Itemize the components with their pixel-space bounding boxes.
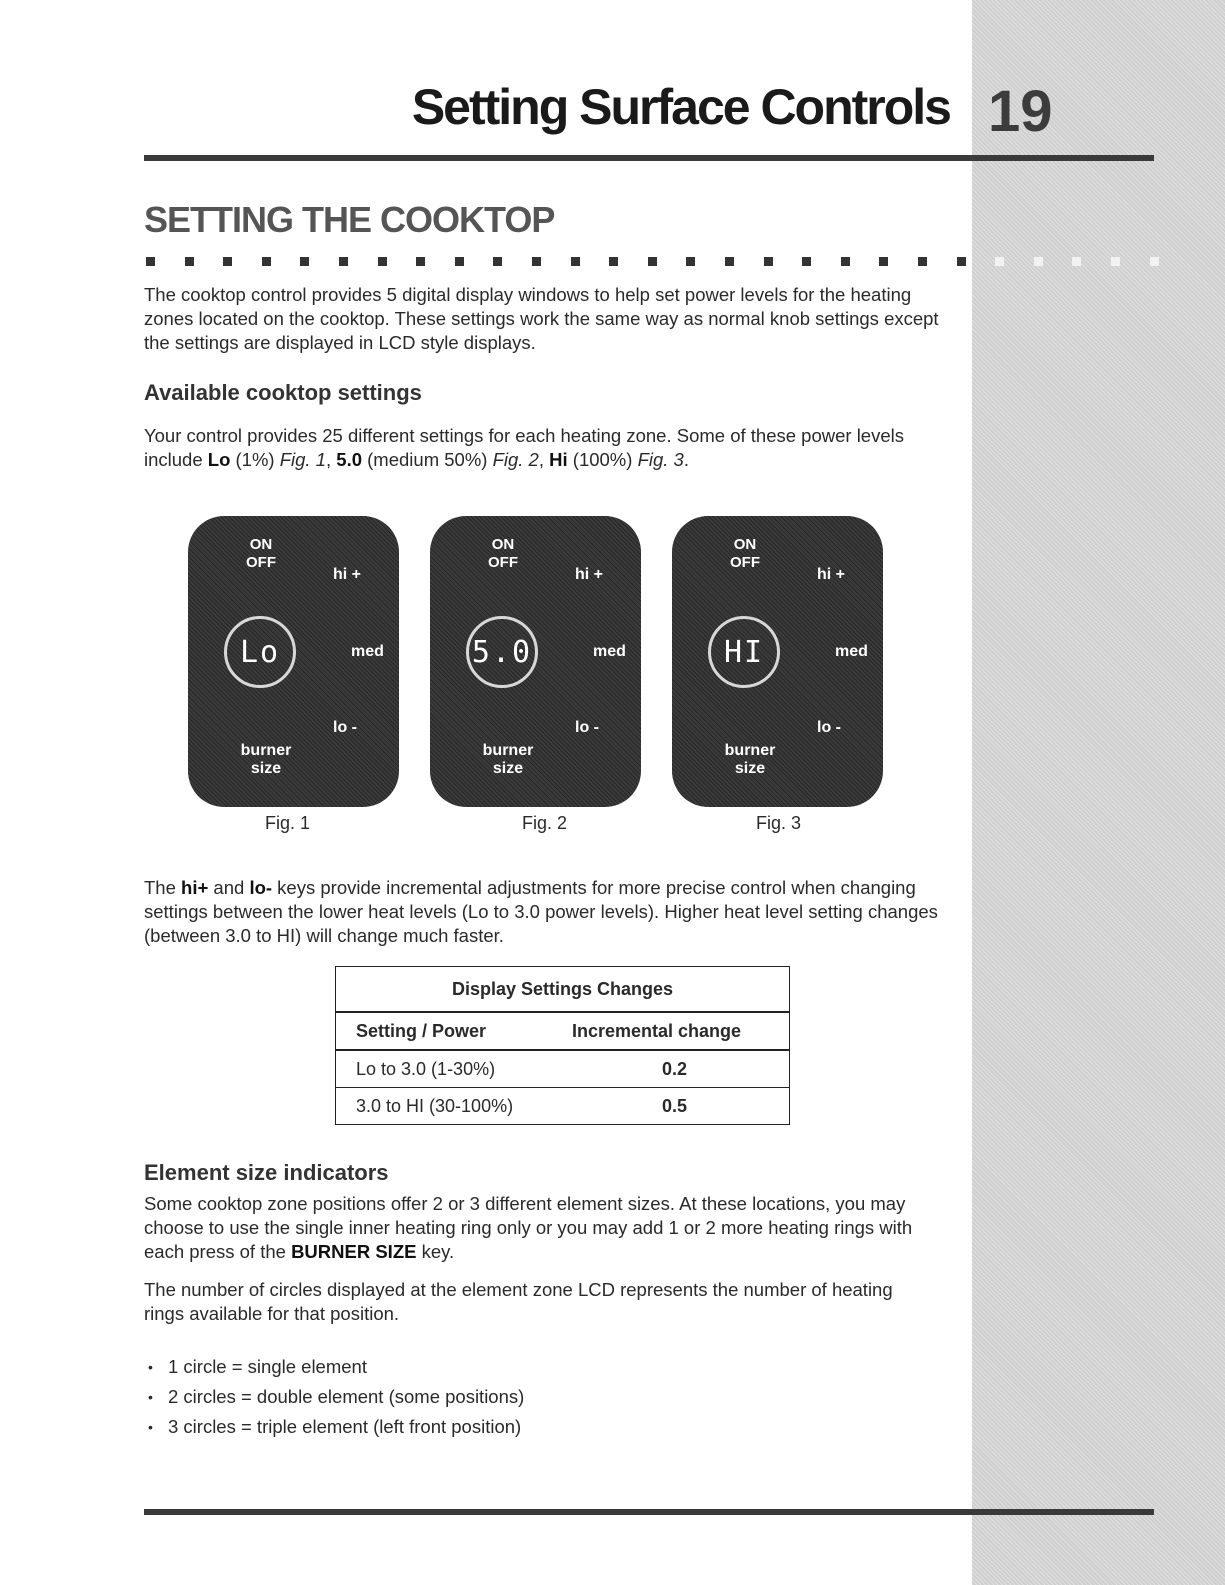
display-settings-table (335, 966, 790, 1125)
element-size-paragraph: Some cooktop zone positions offer 2 or 3 different element sizes. At these locations, you may choose to use the single inner heating ring only or you may add 1 or 2 more heating rings with each press of the BURNER SIZE key. (144, 1193, 913, 1262)
divider-dot (1034, 257, 1043, 266)
figure-caption: Fig. 3 (756, 813, 802, 833)
list-item: • 3 circles = triple element (left front position) (148, 1412, 524, 1442)
footer-rule (144, 1509, 1154, 1515)
lcd-display: Lo (224, 616, 296, 688)
control-panel-fig1 (188, 516, 399, 807)
med-key[interactable]: med (593, 643, 626, 660)
divider-dot (957, 257, 966, 266)
bullet-list (148, 1352, 524, 1442)
table-row (336, 1050, 790, 1088)
divider-dot (879, 257, 888, 266)
figure-caption: Fig. 1 (265, 813, 311, 833)
lo-minus-key[interactable]: lo - (575, 719, 599, 736)
divider-dot (802, 257, 811, 266)
list-item: • 1 circle = single element (148, 1352, 524, 1382)
hi-plus-key[interactable]: hi + (817, 566, 846, 583)
table-row (336, 1088, 790, 1125)
on-off-key[interactable]: ON OFF (246, 536, 276, 571)
available-settings-paragraph: Your control provides 25 different settings for each heating zone. Some of these power levels include Lo (1%) Fig. 1, 5.0 (medium 50%) Fig. 2, Hi (100%) Fig. 3. (144, 425, 904, 470)
page-number: 19 (988, 79, 1053, 144)
table-cell: 3.0 to HI (30-100%) (336, 1088, 560, 1125)
divider-dot (146, 257, 155, 266)
available-settings-heading: Available cooktop settings (144, 380, 422, 405)
divider-dot (571, 257, 580, 266)
hi-plus-key[interactable]: hi + (575, 566, 604, 583)
dotted-divider (146, 257, 1156, 269)
hi-plus-key[interactable]: hi + (333, 566, 362, 583)
divider-dot (339, 257, 348, 266)
divider-dot (1150, 257, 1159, 266)
divider-dot (725, 257, 734, 266)
element-size-heading: Element size indicators (144, 1160, 389, 1185)
table-header-row (336, 1012, 790, 1050)
divider-dot (841, 257, 850, 266)
column-header: Incremental change (560, 1012, 790, 1050)
intro-paragraph: The cooktop control provides 5 digital display windows to help set power levels for the heating zones located on the cooktop. These settings work the same way as normal knob settings except the settings are displayed in LCD style displays. (144, 284, 939, 353)
on-off-key[interactable]: ON OFF (488, 536, 518, 571)
table-cell: 0.2 (560, 1050, 790, 1088)
med-key[interactable]: med (835, 643, 868, 660)
divider-dot (455, 257, 464, 266)
divider-dot (300, 257, 309, 266)
divider-dot (918, 257, 927, 266)
divider-dot (416, 257, 425, 266)
divider-dot (1072, 257, 1081, 266)
section-title: SETTING THE COOKTOP (144, 199, 555, 240)
divider-dot (648, 257, 657, 266)
divider-dot (609, 257, 618, 266)
divider-dot (223, 257, 232, 266)
burner-size-key[interactable]: burner size (240, 742, 292, 777)
list-item: • 2 circles = double element (some positions) (148, 1382, 524, 1412)
table-cell: 0.5 (560, 1088, 790, 1125)
table-cell: Lo to 3.0 (1-30%) (336, 1050, 560, 1088)
control-panel-fig2 (430, 516, 641, 807)
column-header: Setting / Power (336, 1012, 560, 1050)
lcd-display: HI (708, 616, 780, 688)
burner-size-key[interactable]: burner size (482, 742, 534, 777)
header-rule (144, 155, 1154, 161)
page-title: Setting Surface Controls (411, 79, 950, 135)
divider-dot (995, 257, 1004, 266)
divider-dot (686, 257, 695, 266)
control-panel-fig3 (672, 516, 883, 807)
divider-dot (493, 257, 502, 266)
lo-minus-key[interactable]: lo - (817, 719, 841, 736)
divider-dot (1111, 257, 1120, 266)
divider-dot (532, 257, 541, 266)
divider-dot (185, 257, 194, 266)
divider-dot (262, 257, 271, 266)
lcd-display: 5.0 (466, 616, 538, 688)
figure-caption: Fig. 2 (522, 813, 568, 833)
lo-minus-key[interactable]: lo - (333, 719, 357, 736)
divider-dot (764, 257, 773, 266)
on-off-key[interactable]: ON OFF (730, 536, 760, 571)
med-key[interactable]: med (351, 643, 384, 660)
table-caption: Display Settings Changes (336, 967, 790, 1013)
divider-dot (378, 257, 387, 266)
side-tab-strip (972, 0, 1225, 1585)
keys-paragraph: The hi+ and lo- keys provide incremental adjustments for more precise control when changing settings between the lower heat levels (Lo to 3.0 power levels). Higher heat level setting changes (between 3.0 to HI) will change much faster. (144, 877, 938, 946)
circles-paragraph: The number of circles displayed at the element zone LCD represents the number of heating rings available for that position. (144, 1279, 893, 1324)
burner-size-key[interactable]: burner size (724, 742, 776, 777)
